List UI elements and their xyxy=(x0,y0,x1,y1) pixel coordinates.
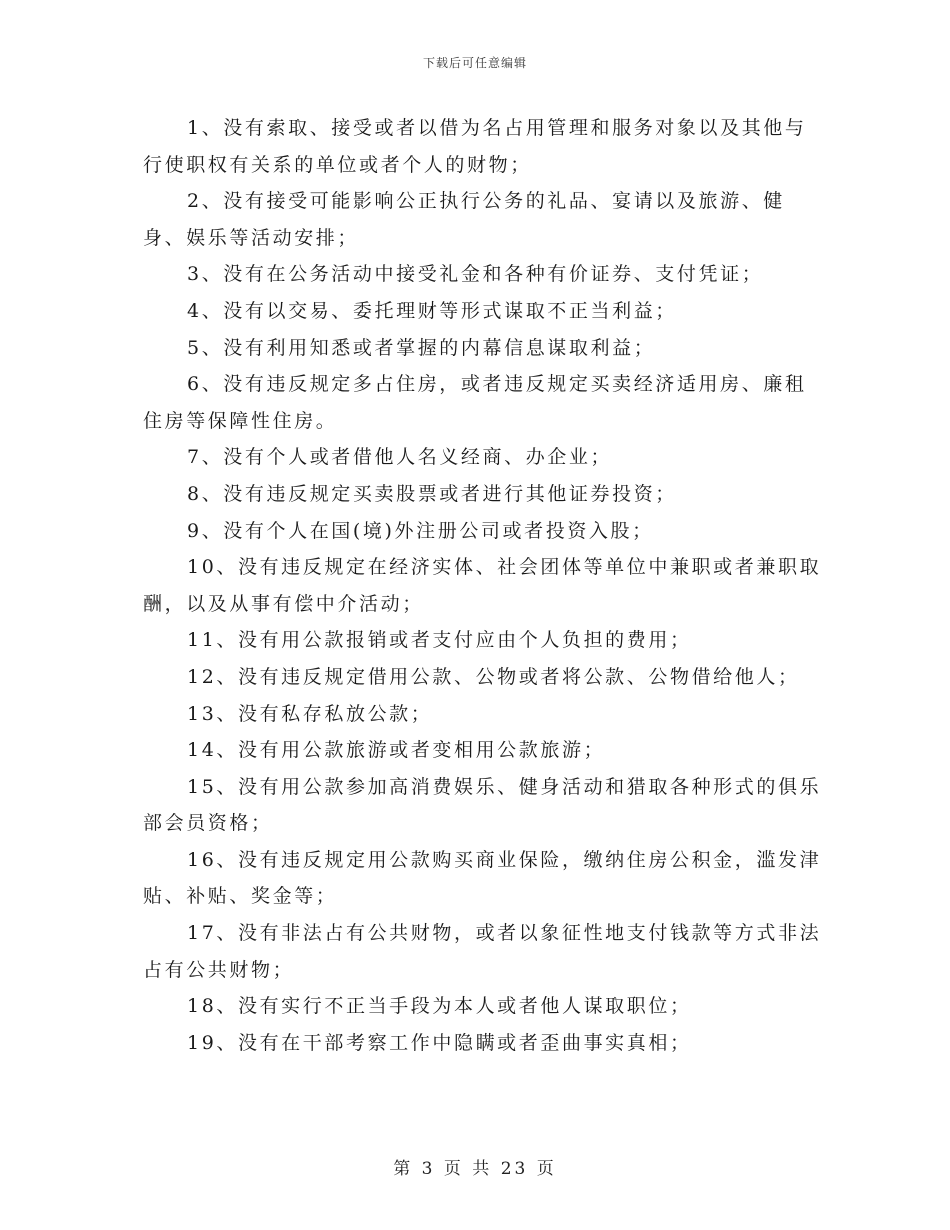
paragraph-18: 18、没有实行不正当手段为本人或者他人谋取职位； xyxy=(187,995,692,1018)
paragraph-12: 12、没有违反规定借用公款、公物或者将公款、公物借给他人； xyxy=(187,665,800,688)
paragraph-19: 19、没有在干部考察工作中隐瞒或者歪曲事实真相； xyxy=(187,1031,692,1054)
paragraph-10: 10、没有违反规定在经济实体、社会团体等单位中兼职或者兼职取酬，以及从事有偿中介活动； xyxy=(143,556,822,615)
paragraph-6: 6、没有违反规定多占住房，或者违反规定买卖经济适用房、廉租住房等保障性住房。 xyxy=(143,373,807,432)
paragraph-3: 3、没有在公务活动中接受礼金和各种有价证券、支付凭证； xyxy=(187,263,764,286)
paragraph-15: 15、没有用公款参加高消费娱乐、健身活动和猎取各种形式的俱乐部会员资格； xyxy=(143,775,822,835)
paragraph-2: 2、没有接受可能影响公正执行公务的礼品、宴请以及旅游、健身、娱乐等活动安排； xyxy=(143,190,785,249)
page-footer: 第 3 页 共 23 页 xyxy=(393,1159,557,1179)
paragraph-8: 8、没有违反规定买卖股票或者进行其他证券投资； xyxy=(187,482,677,505)
paragraph-14: 14、没有用公款旅游或者变相用公款旅游； xyxy=(187,739,606,762)
paragraph-16: 16、没有违反规定用公款购买商业保险，缴纳住房公积金，滥发津贴、补贴、奖金等； xyxy=(143,848,822,908)
paragraph-9: 9、没有个人在国(境)外注册公司或者投资入股； xyxy=(187,519,654,542)
paragraph-1: 1、没有索取、接受或者以借为名占用管理和服务对象以及其他与行使职权有关系的单位或者个人的财物； xyxy=(143,117,807,176)
paragraph-17: 17、没有非法占有公共财物，或者以象征性地支付钱款等方式非法占有公共财物； xyxy=(143,922,822,981)
paragraph-4: 4、没有以交易、委托理财等形式谋取不正当利益； xyxy=(187,299,677,322)
paragraph-11: 11、没有用公款报销或者支付应由个人负担的费用； xyxy=(187,629,692,652)
paragraph-13: 13、没有私存私放公款； xyxy=(187,702,433,725)
page-header: 下载后可任意编辑 xyxy=(422,56,527,70)
paragraph-7: 7、没有个人或者借他人名义经商、办企业； xyxy=(187,446,613,469)
paragraph-5: 5、没有利用知悉或者掌握的内幕信息谋取利益； xyxy=(187,336,656,359)
document-body xyxy=(143,110,823,1061)
